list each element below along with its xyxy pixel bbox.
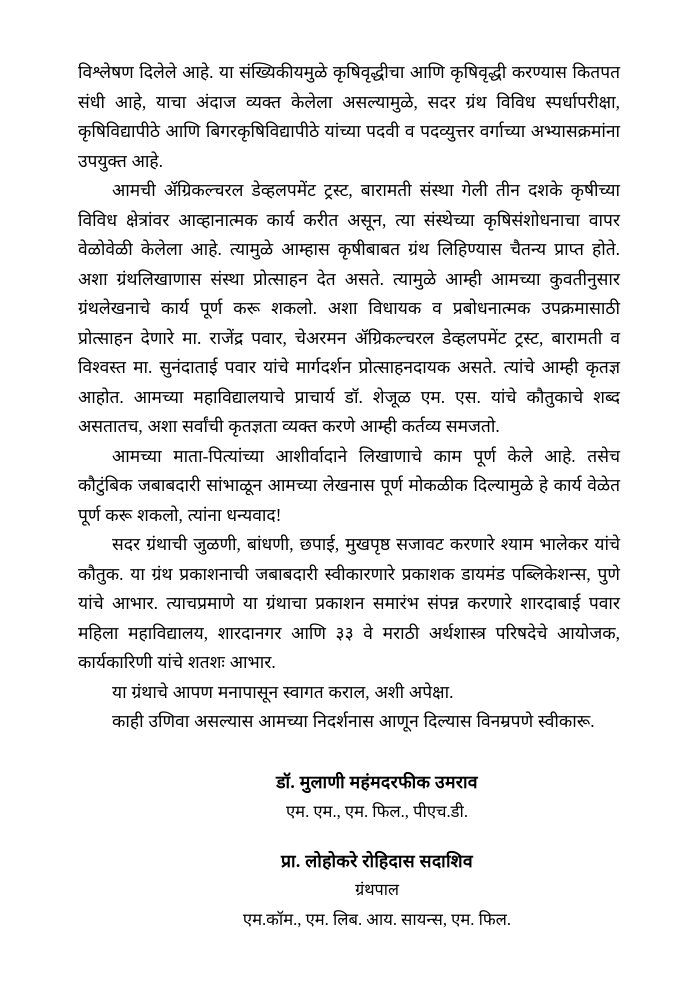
body-paragraph-3: आमच्या माता-पित्यांच्या आशीर्वादाने लिखाणाचे काम पूर्ण केले आहे. तसेच कौटुंबिक जबाबदारी सांभाळून आमच्या लेखनास पूर्ण मोकळीक दिल्यामुळे हे कार्य वेळेत पूर्ण करू शकलो, त्यांना धन्यवाद! <box>78 445 620 525</box>
signature-name-2: प्रा. लोहोकरे रोहिदास सदाशिव <box>281 850 473 871</box>
body-paragraph-2: आमची ॲग्रिकल्चरल डेव्हलपमेंट ट्रस्ट, बारामती संस्था गेली तीन दशके कृषीच्या विविध क्षेत्रांवर आव्हानात्मक कार्य करीत असून, त्या संस्थेच्या कृषिसंशोधनाचा वापर वेळोवेळी केलेला आहे. त्यामुळे आम्हास कृषीबाबत ग्रंथ लिहिण्यास चैतन्य प्राप्त होते. अशा ग्रंथलिखाणास संस्था प्रोत्साहन देत असते. त्यामुळे आम्ही आमच्या कुवतीनुसार ग्रंथलेखनाचे कार्य पूर्ण करू शकलो. अशा विधायक व प्रबोधनात्मक उपक्रमासाठी प्रोत्साहन देणारे मा. राजेंद्र पवार, चेअरमन ॲग्रिकल्चरल डेव्हलपमेंट ट्रस्ट, बारामती व विश्वस्त मा. सुनंदाताई पवार यांचे मार्गदर्शन प्रोत्साहनदायक असते. त्यांचे आम्ही कृतज्ञ आहोत. आमच्या महाविद्यालयाचे प्राचार्य डॉ. शेजूळ एम. एस. यांचे कौतुकाचे शब्द असतातच, अशा सर्वांची कृतज्ञता व्यक्त करणे आम्ही कर्तव्य समजतो. <box>78 180 620 436</box>
signature-role-2: ग्रंथपाल <box>355 880 399 899</box>
body-paragraph-1: विश्लेषण दिलेले आहे. या संख्यिकीयमुळे कृषिवृद्धीचा आणि कृषिवृद्धी करण्यास कितपत संधी आहे, याचा अंदाज व्यक्त केलेला असल्यामुळे, सदर ग्रंथ विविध स्पर्धापरीक्षा, कृषिविद्यापीठे आणि बिगरकृषिविद्यापीठे यांच्या पदवी व पदव्युत्तर वर्गाच्या अभ्यासक्रमांना उपयुक्त आहे. <box>78 62 620 171</box>
signature-group-author-2 <box>134 847 620 934</box>
page-content <box>78 58 620 934</box>
body-paragraph-6: काही उणिवा असल्यास आमच्या निदर्शनास आणून दिल्यास विनम्रपणे स्वीकारू. <box>112 711 595 731</box>
signature-name-1: डॉ. मुलाणी महंमदरफीक उमराव <box>276 771 478 792</box>
signature-qualifications-2: एम.कॉम., एम. लिब. आय. सायन्स, एम. फिल. <box>242 909 512 929</box>
body-paragraph-4: सदर ग्रंथाची जुळणी, बांधणी, छपाई, मुखपृष्ठ सजावट करणारे श्याम भालेकर यांचे कौतुक. या ग्रंथ प्रकाशनाची जबाबदारी स्वीकारणारे प्रकाशक डायमंड पब्लिकेशन्स, पुणे यांचे आभार. त्याचप्रमाणे या ग्रंथाचा प्रकाशन समारंभ संपन्न करणारे शारदाबाई पवार महिला महाविद्यालय, शारदानगर आणि ३३ वे मराठी अर्थशास्त्र परिषदेचे आयोजक, कार्यकारिणी यांचे शतशः आभार. <box>78 534 620 672</box>
signature-group-author-1 <box>134 768 620 826</box>
signature-qualifications-1: एम. एम., एम. फिल., पीएच.डी. <box>285 801 469 821</box>
body-paragraph-5: या ग्रंथाचे आपण मनापासून स्वागत कराल, अशी अपेक्षा. <box>112 681 454 702</box>
signature-block <box>78 768 620 934</box>
